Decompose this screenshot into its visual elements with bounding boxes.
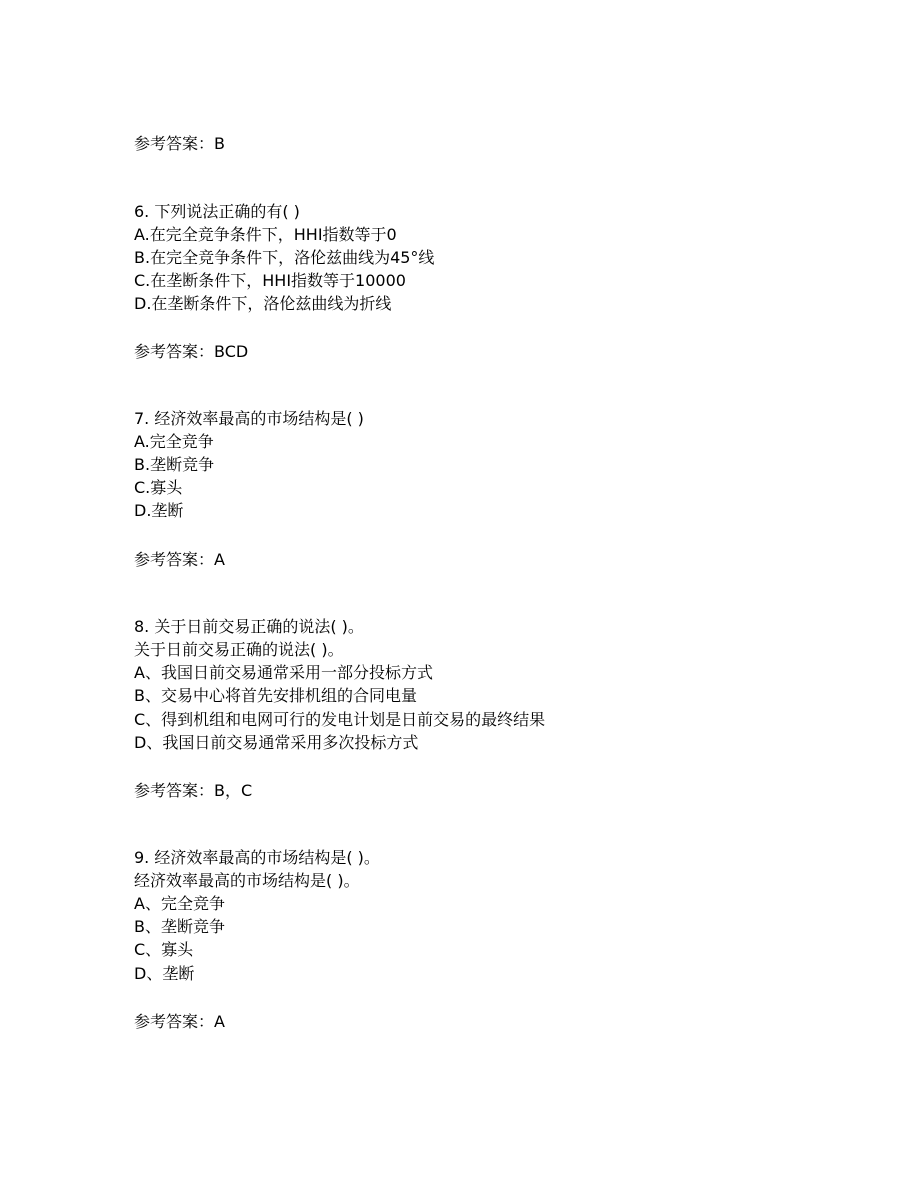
question-8-repeat: 关于日前交易正确的说法( )。	[134, 640, 344, 659]
question-7-option-d: D.垄断	[134, 501, 184, 520]
question-7-stem: 7. 经济效率最高的市场结构是( )	[134, 409, 364, 428]
question-6-option-b: B.在完全竞争条件下，洛伦兹曲线为45°线	[134, 248, 435, 267]
answer-q7: 参考答案：A	[134, 550, 225, 569]
answer-q9: 参考答案：A	[134, 1012, 225, 1031]
question-9-option-b: B、垄断竞争	[134, 917, 225, 936]
answer-q8: 参考答案：B，C	[134, 781, 253, 800]
answer-q6: 参考答案：BCD	[134, 342, 249, 361]
question-7-option-c: C.寡头	[134, 478, 183, 497]
question-6-option-a: A.在完全竞争条件下，HHI指数等于0	[134, 225, 397, 244]
question-8-option-a: A、我国日前交易通常采用一部分投标方式	[134, 663, 433, 682]
question-8-stem: 8. 关于日前交易正确的说法( )。	[134, 617, 364, 636]
question-7-option-a: A.完全竞争	[134, 432, 214, 451]
answer-q5: 参考答案：B	[134, 134, 225, 153]
question-9-option-d: D、垄断	[134, 964, 195, 983]
question-9-option-a: A、完全竞争	[134, 894, 225, 913]
question-8-option-d: D、我国日前交易通常采用多次投标方式	[134, 733, 419, 752]
question-9-option-c: C、寡头	[134, 940, 194, 959]
question-8-option-c: C、得到机组和电网可行的发电计划是日前交易的最终结果	[134, 710, 546, 729]
question-6-stem: 6. 下列说法正确的有( )	[134, 202, 300, 221]
question-9-repeat: 经济效率最高的市场结构是( )。	[134, 871, 360, 890]
question-6-option-c: C.在垄断条件下，HHI指数等于10000	[134, 271, 406, 290]
question-6-option-d: D.在垄断条件下，洛伦兹曲线为折线	[134, 294, 392, 313]
question-8-option-b: B、交易中心将首先安排机组的合同电量	[134, 686, 417, 705]
question-7-option-b: B.垄断竞争	[134, 455, 215, 474]
question-9-stem: 9. 经济效率最高的市场结构是( )。	[134, 848, 380, 867]
